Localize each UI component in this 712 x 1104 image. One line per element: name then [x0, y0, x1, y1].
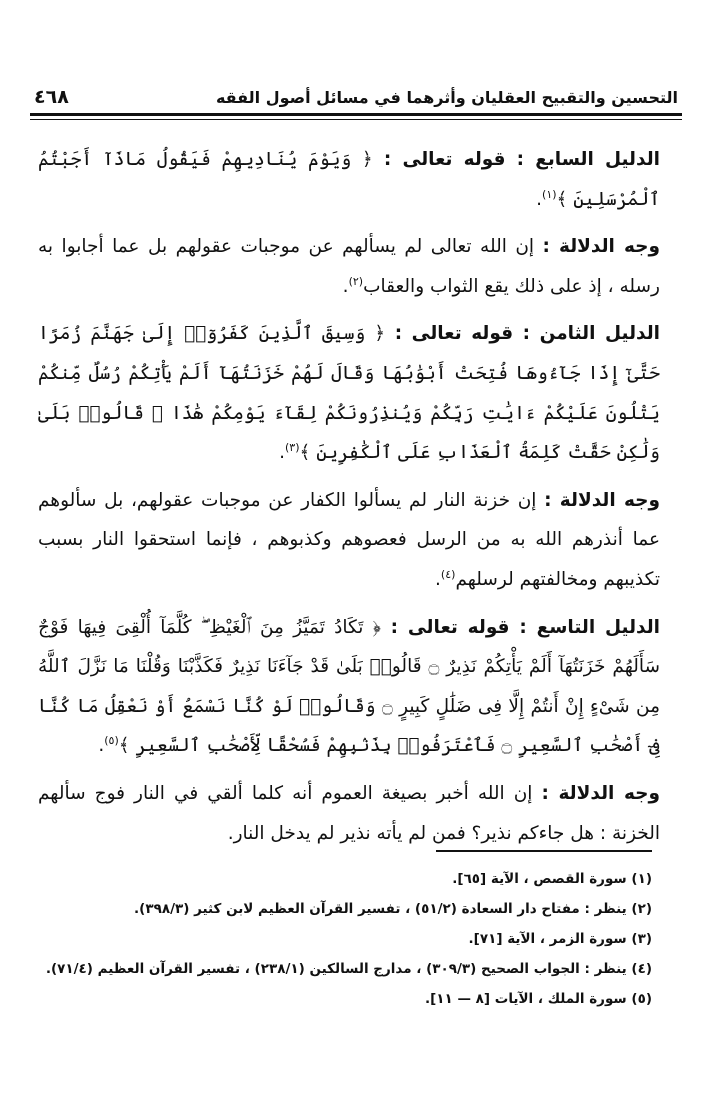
paragraph-tail: .	[279, 442, 285, 464]
footnote-ref: (٢)	[348, 274, 364, 288]
header-rule-thin	[30, 119, 682, 120]
paragraph-evidence-7	[38, 140, 660, 219]
body-text	[38, 140, 660, 861]
quran-verse: ﴿ تَكَادُ تَمَيَّزُ مِنَ ٱلْغَيْظِ ۖ كُلَّمَآ أُلْقِىَ فِيهَا فَوْجٌ سَأَلَهُمْ خَزَنَتُهَآ أَلَمْ يَأْتِكُمْ نَذِيرٌ ۝ قَالُوا۟ بَلَىٰ قَدْ جَآءَنَا نَذِيرٌ فَكَذَّبْنَا وَقُلْنَا مَا نَزَّلَ ٱللَّهُ مِن شَىْءٍ إِنْ أَنتُمْ إِلَّا فِى ضَلَٰلٍ كَبِيرٍ ۝ وَقَالُوا۟ لَوْ كُنَّا نَسْمَعُ أَوْ نَعْقِلُ مَا كُنَّا فِىٓ أَصْحَٰبِ ٱلسَّعِيرِ ۝ فَٱعْتَرَفُوا۟ بِذَنۢبِهِمْ فَسُحْقًا لِّأَصْحَٰبِ ٱلسَّعِيرِ ﴾	[38, 616, 661, 757]
paragraph-label: وجه الدلالة :	[542, 236, 660, 258]
header-rule-thick	[30, 113, 682, 116]
paragraph-text: إن الله أخبر بصيغة العموم أنه كلما ألقي في النار فوج سألهم الخزنة : هل جاءكم نذير؟ فمن لم يأته نذير لم يدخل النار.	[38, 782, 660, 844]
paragraph-indication-7	[38, 227, 660, 306]
paragraph-tail: .	[435, 568, 441, 590]
paragraph-evidence-8	[38, 314, 660, 472]
paragraph-intro: قوله تعالى :	[380, 616, 520, 638]
paragraph-tail: .	[342, 275, 349, 297]
paragraph-label: الدليل الثامن :	[522, 323, 660, 345]
paragraph-tail: .	[98, 735, 105, 757]
footnote-3: (٣) سورة الزمر ، الآية [٧١].	[468, 931, 652, 947]
running-title: التحسين والتقبيح العقليان وأثرهما في مسائل أصول الفقه	[215, 87, 678, 107]
footnote-2: (٢) ينظر : مفتاح دار السعادة (٥١/٢) ، تفسير القرآن العظيم لابن كثير (٣٩٨/٣).	[134, 901, 652, 917]
footnote-1: (١) سورة القصص ، الآية [٦٥].	[452, 871, 652, 887]
footnote-5: (٥) سورة الملك ، الآيات [٨ — ١١].	[424, 991, 652, 1007]
footnote-ref: (٥)	[104, 734, 119, 748]
paragraph-intro: قوله تعالى :	[372, 149, 517, 170]
paragraph-intro: قوله تعالى :	[385, 323, 523, 345]
footnotes	[38, 864, 652, 1014]
page-number: ٤٦٨	[34, 86, 69, 108]
running-header	[34, 82, 678, 112]
paragraph-evidence-9	[38, 608, 660, 766]
footnote-ref: (٣)	[285, 441, 300, 454]
paragraph-text: إن الله تعالى لم يسألهم عن موجبات عقولهم بل عما أجابوا به رسله ، إذ على ذلك يقع الثواب والعقاب	[38, 236, 660, 297]
footnote-separator	[436, 850, 652, 852]
paragraph-label: الدليل السابع :	[516, 149, 660, 170]
quran-verse: ﴿ وَيَوْمَ يُنَادِيهِمْ فَيَقُولُ مَاذَآ أَجَبْتُمُ ٱلْمُرْسَلِينَ ﴾	[38, 149, 660, 210]
footnote-4: (٤) ينظر : الجواب الصحيح (٣٠٩/٣) ، مدارج السالكين (٢٣٨/١) ، تفسير القرآن العظيم (٧١/٤).	[45, 961, 652, 977]
paragraph-indication-8	[38, 481, 660, 600]
paragraph-tail: .	[536, 188, 543, 210]
paragraph-indication-9	[38, 774, 660, 853]
paragraph-label: الدليل التاسع :	[519, 616, 660, 638]
paragraph-label: وجه الدلالة :	[541, 782, 660, 804]
footnote-ref: (٤)	[440, 567, 456, 581]
quran-verse: ﴿ وَسِيقَ ٱلَّذِينَ كَفَرُوٓا۟ إِلَىٰ جَهَنَّمَ زُمَرًا حَتَّىٰٓ إِذَا جَآءُوهَا فُتِحَتْ أَبْوَٰبُهَا وَقَالَ لَهُمْ خَزَنَتُهَآ أَلَمْ يَأْتِكُمْ رُسُلٌ مِّنكُمْ يَتْلُونَ عَلَيْكُمْ ءَايَٰتِ رَبِّكُمْ وَيُنذِرُونَكُمْ لِقَآءَ يَوْمِكُمْ هَٰذَا ۚ قَالُوا۟ بَلَىٰ وَلَٰكِنْ حَقَّتْ كَلِمَةُ ٱلْعَذَابِ عَلَى ٱلْكَٰفِرِينَ ﴾	[38, 323, 660, 464]
paragraph-label: وجه الدلالة :	[544, 489, 660, 511]
paragraph-text: إن خزنة النار لم يسألوا الكفار عن موجبات عقولهم، بل سألوهم عما أنذرهم الله به من الرسل فعصوهم وكذبوهم ، فإنما استحقوا النار بسبب تكذيبهم ومخالفتهم لرسلهم	[38, 489, 660, 590]
footnote-ref: (١)	[542, 187, 557, 201]
